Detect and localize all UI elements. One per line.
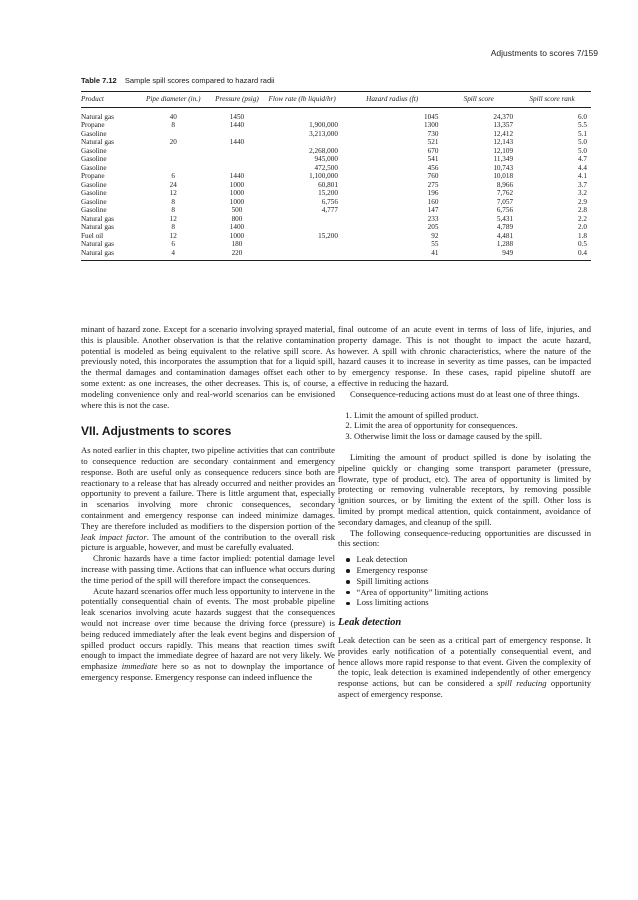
table-row <box>81 198 591 207</box>
table-cell: 1045 <box>424 112 439 121</box>
table-cell: 233 <box>427 214 439 223</box>
table-cell: 1000 <box>229 197 245 206</box>
table-cell: 20 <box>169 138 177 146</box>
left-text-column <box>81 324 335 683</box>
table-cell: 196 <box>427 189 439 197</box>
table-body <box>81 107 591 261</box>
table-cell: 760 <box>427 172 439 180</box>
table-row <box>81 206 591 215</box>
table-cell <box>139 147 208 156</box>
table-cell: 2.0 <box>578 223 587 231</box>
table-cell: 5.5 <box>578 121 587 129</box>
bullet-item: “Area of opportunity” limiting actions <box>346 587 591 598</box>
table-cell: 12 <box>169 231 177 240</box>
table-cell: 60,801 <box>318 180 338 189</box>
table-cell: 1300 <box>424 121 439 129</box>
bullet-item: Spill limiting actions <box>346 576 591 587</box>
table-cell: Gasoline <box>81 146 107 155</box>
paragraph: minant of hazard zone. Except for a scenario involving sprayed material, this is plausible. Another observation is that the relative contamination potential is modeled as being equivalent to the relative spill score. As previously noted, this incorporates the assumption that for a liquid spill, the thermal damages and contamination damages offset each other to some extent: as one increases, the other decreases. This is, of course, a modeling convenience only and real-world scenarios can be envisioned where this is not the case. <box>81 324 335 410</box>
table-cell: Natural gas <box>81 249 139 261</box>
column-header: Pressure (psig) <box>208 92 267 108</box>
table-cell: 220 <box>208 249 267 261</box>
table-cell: 41 <box>346 249 445 261</box>
emphasis: spill reducing <box>497 678 547 689</box>
list-item: 3. Otherwise limit the loss or damage caused by the spill. <box>354 431 591 442</box>
table-header-row <box>81 92 591 108</box>
table-row <box>81 138 591 147</box>
table-cell <box>208 147 267 156</box>
table-cell: 55 <box>431 240 439 248</box>
table-cell: Natural gas <box>81 240 114 248</box>
table-cell: 6,756 <box>321 197 338 206</box>
table-cell: 5.0 <box>578 146 587 155</box>
table-cell: 12 <box>169 214 177 223</box>
table-cell: 6,756 <box>496 206 514 214</box>
table-cell: 6.0 <box>578 112 587 121</box>
table-cell: Fuel oil <box>81 231 104 240</box>
table-cell: Gasoline <box>81 189 107 197</box>
bullet-icon <box>346 580 350 584</box>
table-number: Table 7.12 <box>81 76 117 85</box>
table-row <box>81 189 591 198</box>
table-cell: 1400 <box>229 223 245 231</box>
table-cell: Gasoline <box>81 197 107 206</box>
bullet-item: Emergency response <box>346 565 591 576</box>
table-cell <box>208 164 267 173</box>
table-cell: 541 <box>427 155 439 163</box>
table-cell <box>266 107 346 121</box>
table-cell: 5.1 <box>578 129 587 138</box>
table-cell: 205 <box>427 223 439 231</box>
table-cell: 12,109 <box>493 146 514 155</box>
table-cell <box>208 155 267 164</box>
table-cell <box>139 155 208 164</box>
table-cell: 275 <box>427 180 439 189</box>
table-row <box>81 240 591 249</box>
table-cell: 5,431 <box>496 214 514 223</box>
table-caption-text: Sample spill scores compared to hazard radii <box>124 76 275 85</box>
table-cell: 3,213,000 <box>309 129 338 138</box>
paragraph: The following consequence-reducing opportunities are discussed in this section: <box>338 527 591 549</box>
sub-heading: Leak detection <box>338 617 402 629</box>
table-cell: 4.4 <box>578 163 587 172</box>
table-cell: 8,966 <box>496 180 514 189</box>
table-cell: Gasoline <box>81 155 107 163</box>
column-header: Product <box>81 92 139 108</box>
emphasis: immediate <box>121 661 158 672</box>
table-cell: 1450 <box>229 112 245 121</box>
table-cell: 6 <box>171 172 176 180</box>
table-cell <box>266 240 346 249</box>
table-cell <box>139 130 208 139</box>
table-row <box>81 130 591 139</box>
table-row <box>81 181 591 190</box>
table-cell: 92 <box>431 231 439 240</box>
emphasis: leak impact factor <box>81 531 147 542</box>
table-row <box>81 215 591 224</box>
table-row <box>81 107 591 121</box>
table-cell: 1440 <box>229 138 245 146</box>
table-cell: 472,500 <box>314 163 338 172</box>
table-cell: 1.8 <box>578 231 587 240</box>
table-cell: 4,789 <box>496 223 514 231</box>
table-row <box>81 172 591 181</box>
table-cell: 6 <box>171 240 176 248</box>
table-cell: 12,412 <box>493 129 514 138</box>
table-cell: 15,200 <box>318 231 338 240</box>
table-cell: 180 <box>231 240 243 248</box>
right-text-column <box>338 324 591 700</box>
table-cell: 456 <box>427 163 439 172</box>
table-row <box>81 232 591 241</box>
table-cell: 8 <box>171 223 176 231</box>
bullet-list <box>338 554 591 608</box>
table-row <box>81 164 591 173</box>
table-row <box>81 147 591 156</box>
table-cell: 3.2 <box>578 189 587 197</box>
table-cell: 2.8 <box>578 206 587 214</box>
table-row <box>81 155 591 164</box>
table-cell: 15,200 <box>318 189 338 197</box>
table-row <box>81 249 591 261</box>
table-cell: 13,357 <box>493 121 514 129</box>
table-cell: 0.4 <box>517 249 591 261</box>
table-cell: 500 <box>231 206 243 214</box>
table-cell: 4 <box>139 249 208 261</box>
table-cell: Propane <box>81 172 105 180</box>
table-cell: 10,743 <box>493 163 514 172</box>
column-header: Pipe diameter (in.) <box>139 92 208 108</box>
paragraph: Consequence-reducing actions must do at least one of three things. <box>350 388 580 399</box>
table-cell: 1,900,000 <box>309 121 338 129</box>
table-cell: Natural gas <box>81 214 114 223</box>
bullet-item: Loss limiting actions <box>346 597 591 608</box>
column-header: Hazard radius (ft) <box>346 92 445 108</box>
table-cell: 10,018 <box>493 172 514 180</box>
table-cell: 12,143 <box>493 138 514 146</box>
table-cell: Natural gas <box>81 223 114 231</box>
list-item: 2. Limit the area of opportunity for consequences. <box>354 420 591 431</box>
table-cell: 4.1 <box>578 172 587 180</box>
bullet-item: Leak detection <box>346 554 591 565</box>
table-cell: 147 <box>427 206 439 214</box>
table-cell: 24 <box>169 180 177 189</box>
numbered-list <box>338 410 591 442</box>
table-cell: 1440 <box>229 172 245 180</box>
section-heading: VII. Adjustments to scores <box>81 424 232 439</box>
table-cell: 670 <box>427 146 439 155</box>
table-cell: 8 <box>171 197 176 206</box>
paragraph: Leak detection can be seen as a critical part of emergency response. It provides early notification of a potentially consequential event, and hence allows more rapid response to that event. Given the complexity of the topic, leak detection is examined independently of other emergency response actions, but can be considered a spill reducing opportunity aspect of emergency response. <box>338 634 592 699</box>
table-cell: Gasoline <box>81 206 107 214</box>
column-header: Flow rate (lb liquid/hr) <box>266 92 346 108</box>
table-cell: 5.0 <box>578 138 587 146</box>
table-cell: 4.7 <box>578 155 587 163</box>
table-cell: 11,349 <box>493 155 514 163</box>
table-cell: 1,100,000 <box>309 172 338 180</box>
table-cell: 7,057 <box>496 197 514 206</box>
column-header: Spill score <box>444 92 517 108</box>
bullet-icon <box>346 591 350 595</box>
table-cell: 4,777 <box>321 206 338 214</box>
table-row <box>81 121 591 130</box>
table-cell: 4,481 <box>496 231 514 240</box>
table-cell: 2.2 <box>578 214 587 223</box>
table-cell: 12 <box>169 189 177 197</box>
spill-score-table <box>81 91 591 261</box>
table-cell: 0.5 <box>578 240 587 248</box>
table-cell <box>139 164 208 173</box>
table-cell: Gasoline <box>81 129 107 138</box>
table-cell <box>208 130 267 139</box>
table-cell: 3.7 <box>578 180 587 189</box>
table-cell: Gasoline <box>81 180 107 189</box>
table-cell: 730 <box>427 129 439 138</box>
paragraph: Acute hazard scenarios offer much less opportunity to intervene in the potentially consequential chain of events. The most probable pipeline leak scenarios involving acute hazards suggest that the consequences would not increase over time because the driving force (pressure) is being reduced immediately after the leak event begins and dispersion of spilled product occurs rapidly. This means that reaction times swift enough to impact the immediate degree of hazard are not very likely. We emphasize immediate here so as not to downplay the importance of emergency response. Emergency response can indeed influence the <box>81 585 335 682</box>
table-cell: 40 <box>169 112 177 121</box>
table-cell: 1440 <box>229 121 245 129</box>
table-cell: 8 <box>171 206 176 214</box>
table-cell: Natural gas <box>81 138 114 146</box>
table-cell: 1000 <box>229 189 245 197</box>
table-cell: 521 <box>427 138 439 146</box>
table-cell: 1000 <box>229 180 245 189</box>
table-cell: 1000 <box>229 231 245 240</box>
table-cell: 945,000 <box>314 155 338 163</box>
table-cell <box>266 249 346 261</box>
table-cell: 949 <box>444 249 517 261</box>
table-caption <box>81 76 274 85</box>
table-cell: 1,288 <box>496 240 514 248</box>
table-row <box>81 223 591 232</box>
table-cell: Gasoline <box>81 163 107 172</box>
paragraph: final outcome of an acute event in terms of loss of life, injuries, and property damage. This is not thought to impact the acute hazard, however. A spill with chronic characteristics, where the nature of the hazard causes it to increase in severity as time passes, can be impacted by emergency response. In these cases, rapid pipeline shutoff are effective in reducing the hazard. <box>338 324 591 388</box>
bullet-icon <box>346 569 350 573</box>
table-cell: Natural gas <box>81 112 114 121</box>
table-cell: 800 <box>231 214 243 223</box>
table-cell: 160 <box>427 197 439 206</box>
column-header: Spill score rank <box>517 92 591 108</box>
list-item: 1. Limit the amount of spilled product. <box>354 410 591 421</box>
table-cell: 24,370 <box>493 112 514 121</box>
bullet-icon <box>346 602 350 606</box>
table-cell: 2,268,000 <box>309 146 338 155</box>
table-cell <box>266 138 346 147</box>
table-cell <box>266 215 346 224</box>
table-cell: Propane <box>81 121 105 129</box>
table-cell: 2.9 <box>578 197 587 206</box>
running-header: Adjustments to scores 7/159 <box>490 48 598 58</box>
table-cell: 7,762 <box>496 189 514 197</box>
paragraph: Limiting the amount of product spilled is done by isolating the pipeline quickly or changing some transport parameter (pressure, flowrate, type of product, etc). The area of opportunity is limited by protecting or removing vulnerable receptors, by removing possible ignition sources, or by limiting the extent of the spill. Other loss is limited by prompt medical attention, quick containment, avoidance of secondary damages, and cleanup of the spill. <box>338 451 591 527</box>
table-cell <box>266 223 346 232</box>
paragraph: As noted earlier in this chapter, two pipeline activities that can contribute to consequence reduction are secondary containment and emergency response. Both are useful only as consequence reducers since both are reactionary to a release that has already occurred and neither provides an opportunity to prevent a failure. There is little argument that, especially in scenarios involving more chronic consequences, secondary containment and emergency response can indeed minimize damages. They are therefore included as modifiers to the dispersion portion of the leak impact factor. The amount of the contribution to the overall risk picture is arguable, however, and must be carefully evaluated. <box>81 445 335 553</box>
bullet-icon <box>346 558 350 562</box>
paragraph: Chronic hazards have a time factor implied: potential damage level increase with passing time. Actions that can influence what occurs during the time period of the spill will therefore impact the consequences. <box>81 553 335 585</box>
table-cell: 8 <box>171 121 176 129</box>
